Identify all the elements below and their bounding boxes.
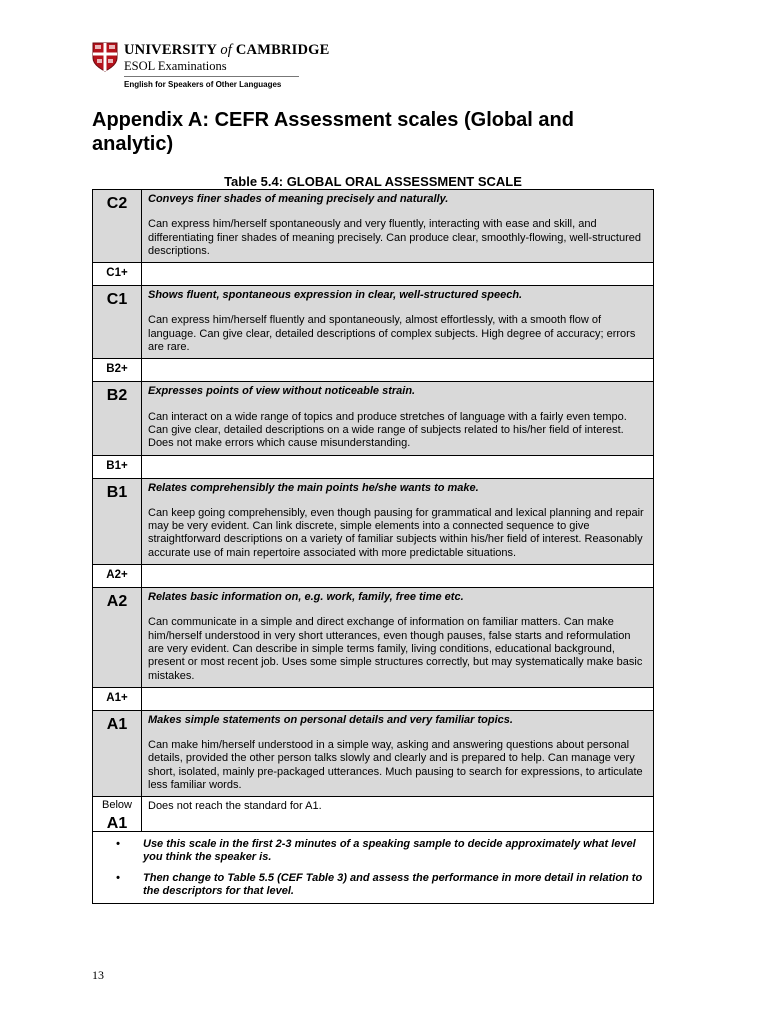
esol-examinations: ESOL Examinations	[124, 59, 227, 73]
descriptor-text: Can express him/herself spontaneously and very fluently, interacting with ease and skill, and differentiating finer shades of meaning precisely. Can produce clear, smoothly-flowing, well-structured descriptions.	[148, 218, 642, 257]
below-level: A1	[106, 815, 128, 833]
empty-cell	[142, 455, 654, 478]
empty-cell	[142, 565, 654, 588]
table-row	[93, 382, 654, 455]
university-name: UNIVERSITY of CAMBRIDGE	[124, 42, 330, 58]
logo-tagline: English for Speakers of Other Languages	[124, 80, 282, 89]
page-number: 13	[92, 968, 104, 982]
global-oral-assessment-table	[92, 189, 654, 904]
descriptor-cell	[142, 478, 654, 564]
descriptor-cell	[142, 588, 654, 688]
descriptor-cell	[142, 710, 654, 796]
table-row	[93, 190, 654, 263]
table-caption: Table 5.4: GLOBAL ORAL ASSESSMENT SCALE	[224, 174, 522, 189]
descriptor-heading: Relates comprehensibly the main points he/she wants to make.	[148, 481, 479, 494]
level-cell: B1+	[93, 455, 142, 478]
descriptor-heading: Conveys finer shades of meaning precisely and naturally.	[148, 193, 449, 205]
level-cell: B2+	[93, 359, 142, 382]
level-cell: A2	[93, 588, 142, 688]
note-text: Use this scale in the first 2-3 minutes of a speaking sample to decide approximately what level you think the speaker is.	[143, 838, 636, 864]
descriptor-heading: Relates basic information on, e.g. work, family, free time etc.	[148, 591, 464, 604]
table-row	[93, 478, 654, 564]
bullet-icon: •	[116, 872, 120, 885]
descriptor-cell	[142, 286, 654, 359]
level-cell: C1	[93, 286, 142, 359]
descriptor-text: Can express him/herself fluently and spontaneously, almost effortlessly, with a smooth flow of language. Can give clear, detailed descriptions of complex subjects. High degree of accuracy; errors are rare.	[148, 314, 636, 354]
notes-row	[93, 832, 654, 904]
note-text: Then change to Table 5.5 (CEF Table 3) and assess the performance in more detail in relation to the descriptors for that level.	[143, 872, 643, 898]
note-item	[93, 872, 647, 898]
bullet-icon: •	[116, 838, 120, 851]
descriptor-heading: Makes simple statements on personal details and very familiar topics.	[148, 713, 513, 726]
descriptor-cell	[142, 190, 654, 263]
table-row	[93, 588, 654, 688]
cambridge-esol-logo	[92, 42, 330, 92]
descriptor-text: Can interact on a wide range of topics and produce stretches of language with a fairly even tempo. Can give clear, detailed descriptions on a wide range of subjects related to his/her field of interest. Does not make errors which cause misunderstanding.	[148, 410, 627, 450]
table-row	[93, 797, 654, 832]
empty-cell	[142, 263, 654, 286]
below-label: Below	[102, 799, 132, 812]
level-cell: B1	[93, 478, 142, 564]
table-row	[93, 565, 654, 588]
table-row	[93, 286, 654, 359]
level-cell: A2+	[93, 565, 142, 588]
table-row	[93, 687, 654, 710]
table-row	[93, 263, 654, 286]
logo-divider	[124, 76, 299, 77]
note-item	[93, 838, 647, 864]
level-cell: A1	[93, 710, 142, 796]
descriptor-text: Does not reach the standard for A1.	[142, 797, 654, 832]
descriptor-heading: Shows fluent, spontaneous expression in clear, well-structured speech.	[148, 289, 523, 302]
empty-cell	[142, 359, 654, 382]
descriptor-text: Can make him/herself understood in a simple way, asking and answering questions about personal details, provided the other person talks slowly and clearly and is prepared to help. Can manage very short, isolated, mainly pre-packaged utterances. Much pausing to search for expressions, to articulate less familiar words.	[148, 739, 643, 792]
table-row	[93, 359, 654, 382]
table-row	[93, 710, 654, 796]
descriptor-cell	[142, 382, 654, 455]
level-cell: A1+	[93, 687, 142, 710]
level-cell: C1+	[93, 263, 142, 286]
level-cell	[93, 797, 142, 832]
level-cell: C2	[93, 190, 142, 263]
level-cell: B2	[93, 382, 142, 455]
descriptor-text: Can communicate in a simple and direct exchange of information on familiar matters. Can make him/herself understood in very short utterances, even though pauses, false starts and reformulation are very evident. Can describe in simple terms family, living conditions, educational background, present or most recent job. Uses some simple structures correctly, but may systematically make basic mistakes.	[148, 616, 643, 682]
table-row	[93, 455, 654, 478]
descriptor-text: Can keep going comprehensibly, even though pausing for grammatical and lexical planning and repair may be very evident. Can link discrete, simple elements into a connected sequence to give straightforward descriptions on a variety of familiar subjects within his/her field of interest. Reasonably accurate use of main repertoire associated with more predictable situations.	[148, 506, 644, 559]
page-title: Appendix A: CEFR Assessment scales (Global and analytic)	[92, 109, 574, 155]
cambridge-crest-icon	[92, 42, 118, 72]
empty-cell	[142, 687, 654, 710]
notes-cell	[93, 832, 654, 904]
descriptor-heading: Expresses points of view without noticeable strain.	[148, 385, 416, 398]
